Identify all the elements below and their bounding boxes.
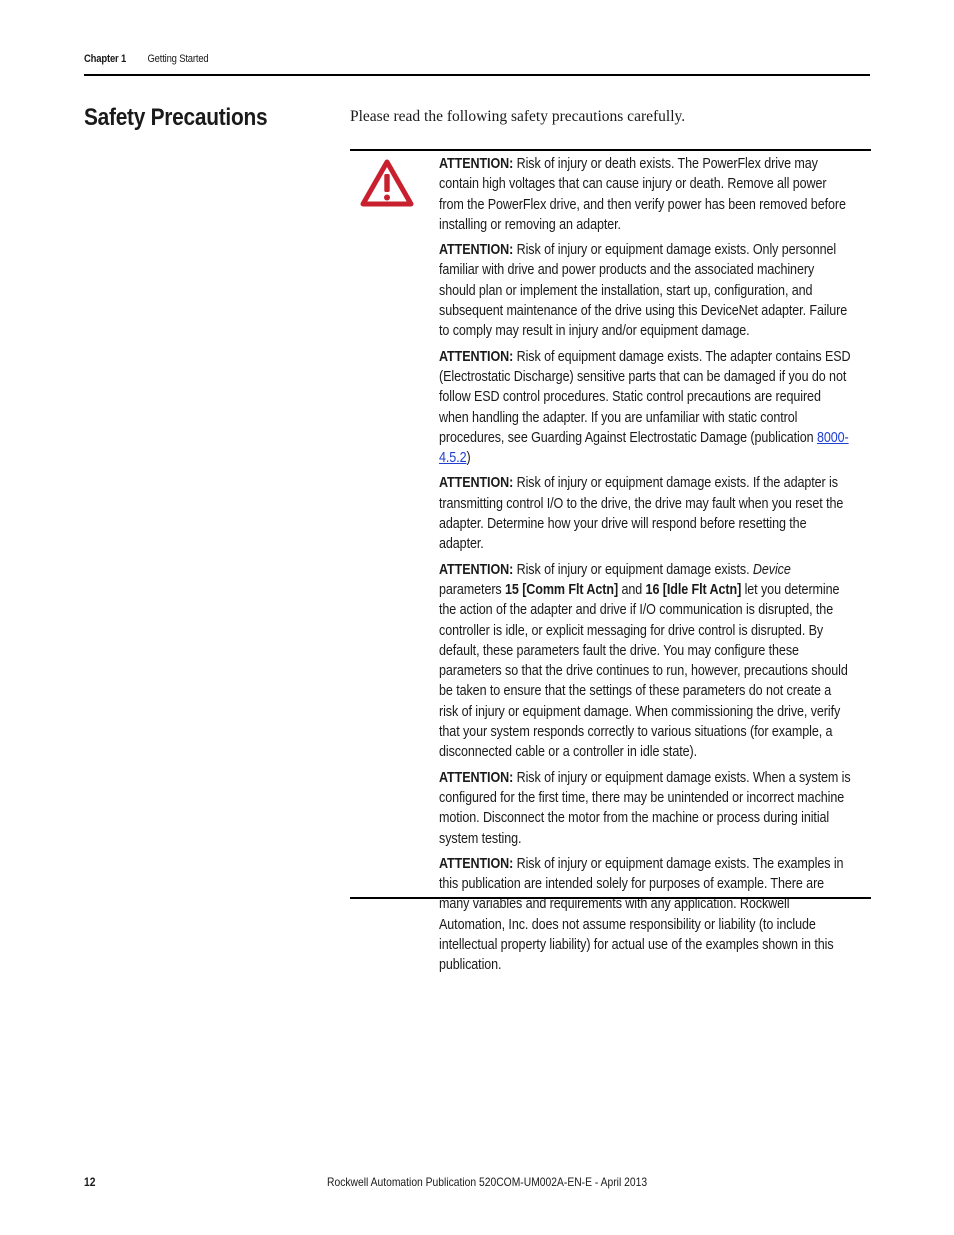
attention-label: ATTENTION: — [439, 242, 514, 259]
attention-list — [439, 154, 852, 981]
attention-text: Risk of injury or equipment damage exists. — [516, 561, 753, 578]
attention-item — [439, 854, 852, 976]
device-term: Device — [752, 561, 791, 578]
attention-text: Risk of equipment damage exists. The adapter contains ESD (Electrostatic Discharge) sensitive parts that can be damaged if you do not follow ESD control procedures. Static control precautions are required when handling the adapter. If you are unfamiliar with static control procedures, see Guarding Against Electrostatic Damage (publication — [439, 348, 851, 446]
attention-box-bottom-rule — [350, 897, 871, 899]
attention-text: Risk of injury or death exists. The PowerFlex drive may contain high voltages that can cause injury or death. Remove all power from the PowerFlex drive, and then verify power has been removed before installing or removing an adapter. — [439, 156, 846, 233]
publication-link[interactable]: 8000-4.5.2 — [439, 429, 849, 467]
attention-label: ATTENTION: — [439, 156, 514, 172]
attention-item — [439, 347, 852, 469]
running-header — [84, 53, 209, 65]
attention-item — [439, 240, 852, 341]
page-title: Safety Precautions — [84, 104, 268, 131]
attention-label: ATTENTION: — [439, 855, 514, 872]
attention-text: Risk of injury or equipment damage exists. The examples in this publication are intended solely for purposes of example. There are many variables and requirements with any application. Rockwell Automation, Inc. does not assume responsibility or liability (to include intellectual property liability) for actual use of the examples shown in this publication. — [439, 855, 844, 974]
warning-triangle-icon — [358, 157, 416, 209]
parameter-idle-flt-actn: 16 [Idle Flt Actn] — [645, 581, 742, 598]
section-label: Getting Started — [147, 53, 209, 65]
attention-item — [439, 768, 852, 849]
attention-label: ATTENTION: — [439, 348, 514, 365]
attention-text-end: ) — [466, 450, 471, 467]
attention-text: let you determine the action of the adapter and drive if I/O communication is disrupted, the controller is idle, or explicit messaging for drive control is disrupted. By default, these parameters fault the drive. You may configure these parameters so that the drive continues to run, however, precautions should be taken to ensure that the settings of these parameters do not create a risk of injury or equipment damage. When commissioning the drive, verify that your system responds correctly to various situations (for example, a disconnected cable or a controller in idle state). — [439, 581, 848, 761]
attention-text: Risk of injury or equipment damage exists. Only personnel familiar with drive and power products and the associated machinery should plan or implement the installation, start up, configuration, and subsequent maintenance of the drive using this DeviceNet adapter. Failure to comply may result in injury and/or equipment damage. — [439, 242, 848, 340]
attention-label: ATTENTION: — [439, 475, 514, 492]
attention-item — [439, 154, 852, 235]
attention-text: Risk of injury or equipment damage exists. If the adapter is transmitting control I/O to the drive, the drive may fault when you reset the adapter. Determine how your drive will respond before resetting the adapter. — [439, 475, 844, 553]
attention-text: Risk of injury or equipment damage exists. When a system is configured for the first time, there may be unintended or incorrect machine motion. Disconnect the motor from the machine or process during initial system testing. — [439, 769, 851, 847]
attention-label: ATTENTION: — [439, 769, 514, 786]
attention-text: parameters — [439, 581, 506, 598]
publication-footer: Rockwell Automation Publication 520COM-UM002A-EN-E - April 2013 — [327, 1175, 648, 1189]
parameter-comm-flt-actn: 15 [Comm Flt Actn] — [505, 581, 619, 598]
attention-text: and — [618, 581, 646, 598]
attention-item — [439, 560, 852, 763]
attention-item — [439, 473, 852, 554]
intro-text: Please read the following safety precautions carefully. — [350, 108, 686, 125]
chapter-label: Chapter 1 — [84, 53, 127, 65]
header-rule — [84, 74, 870, 76]
attention-label: ATTENTION: — [439, 561, 514, 578]
attention-box-top-rule — [350, 149, 871, 151]
page-number: 12 — [84, 1175, 96, 1189]
